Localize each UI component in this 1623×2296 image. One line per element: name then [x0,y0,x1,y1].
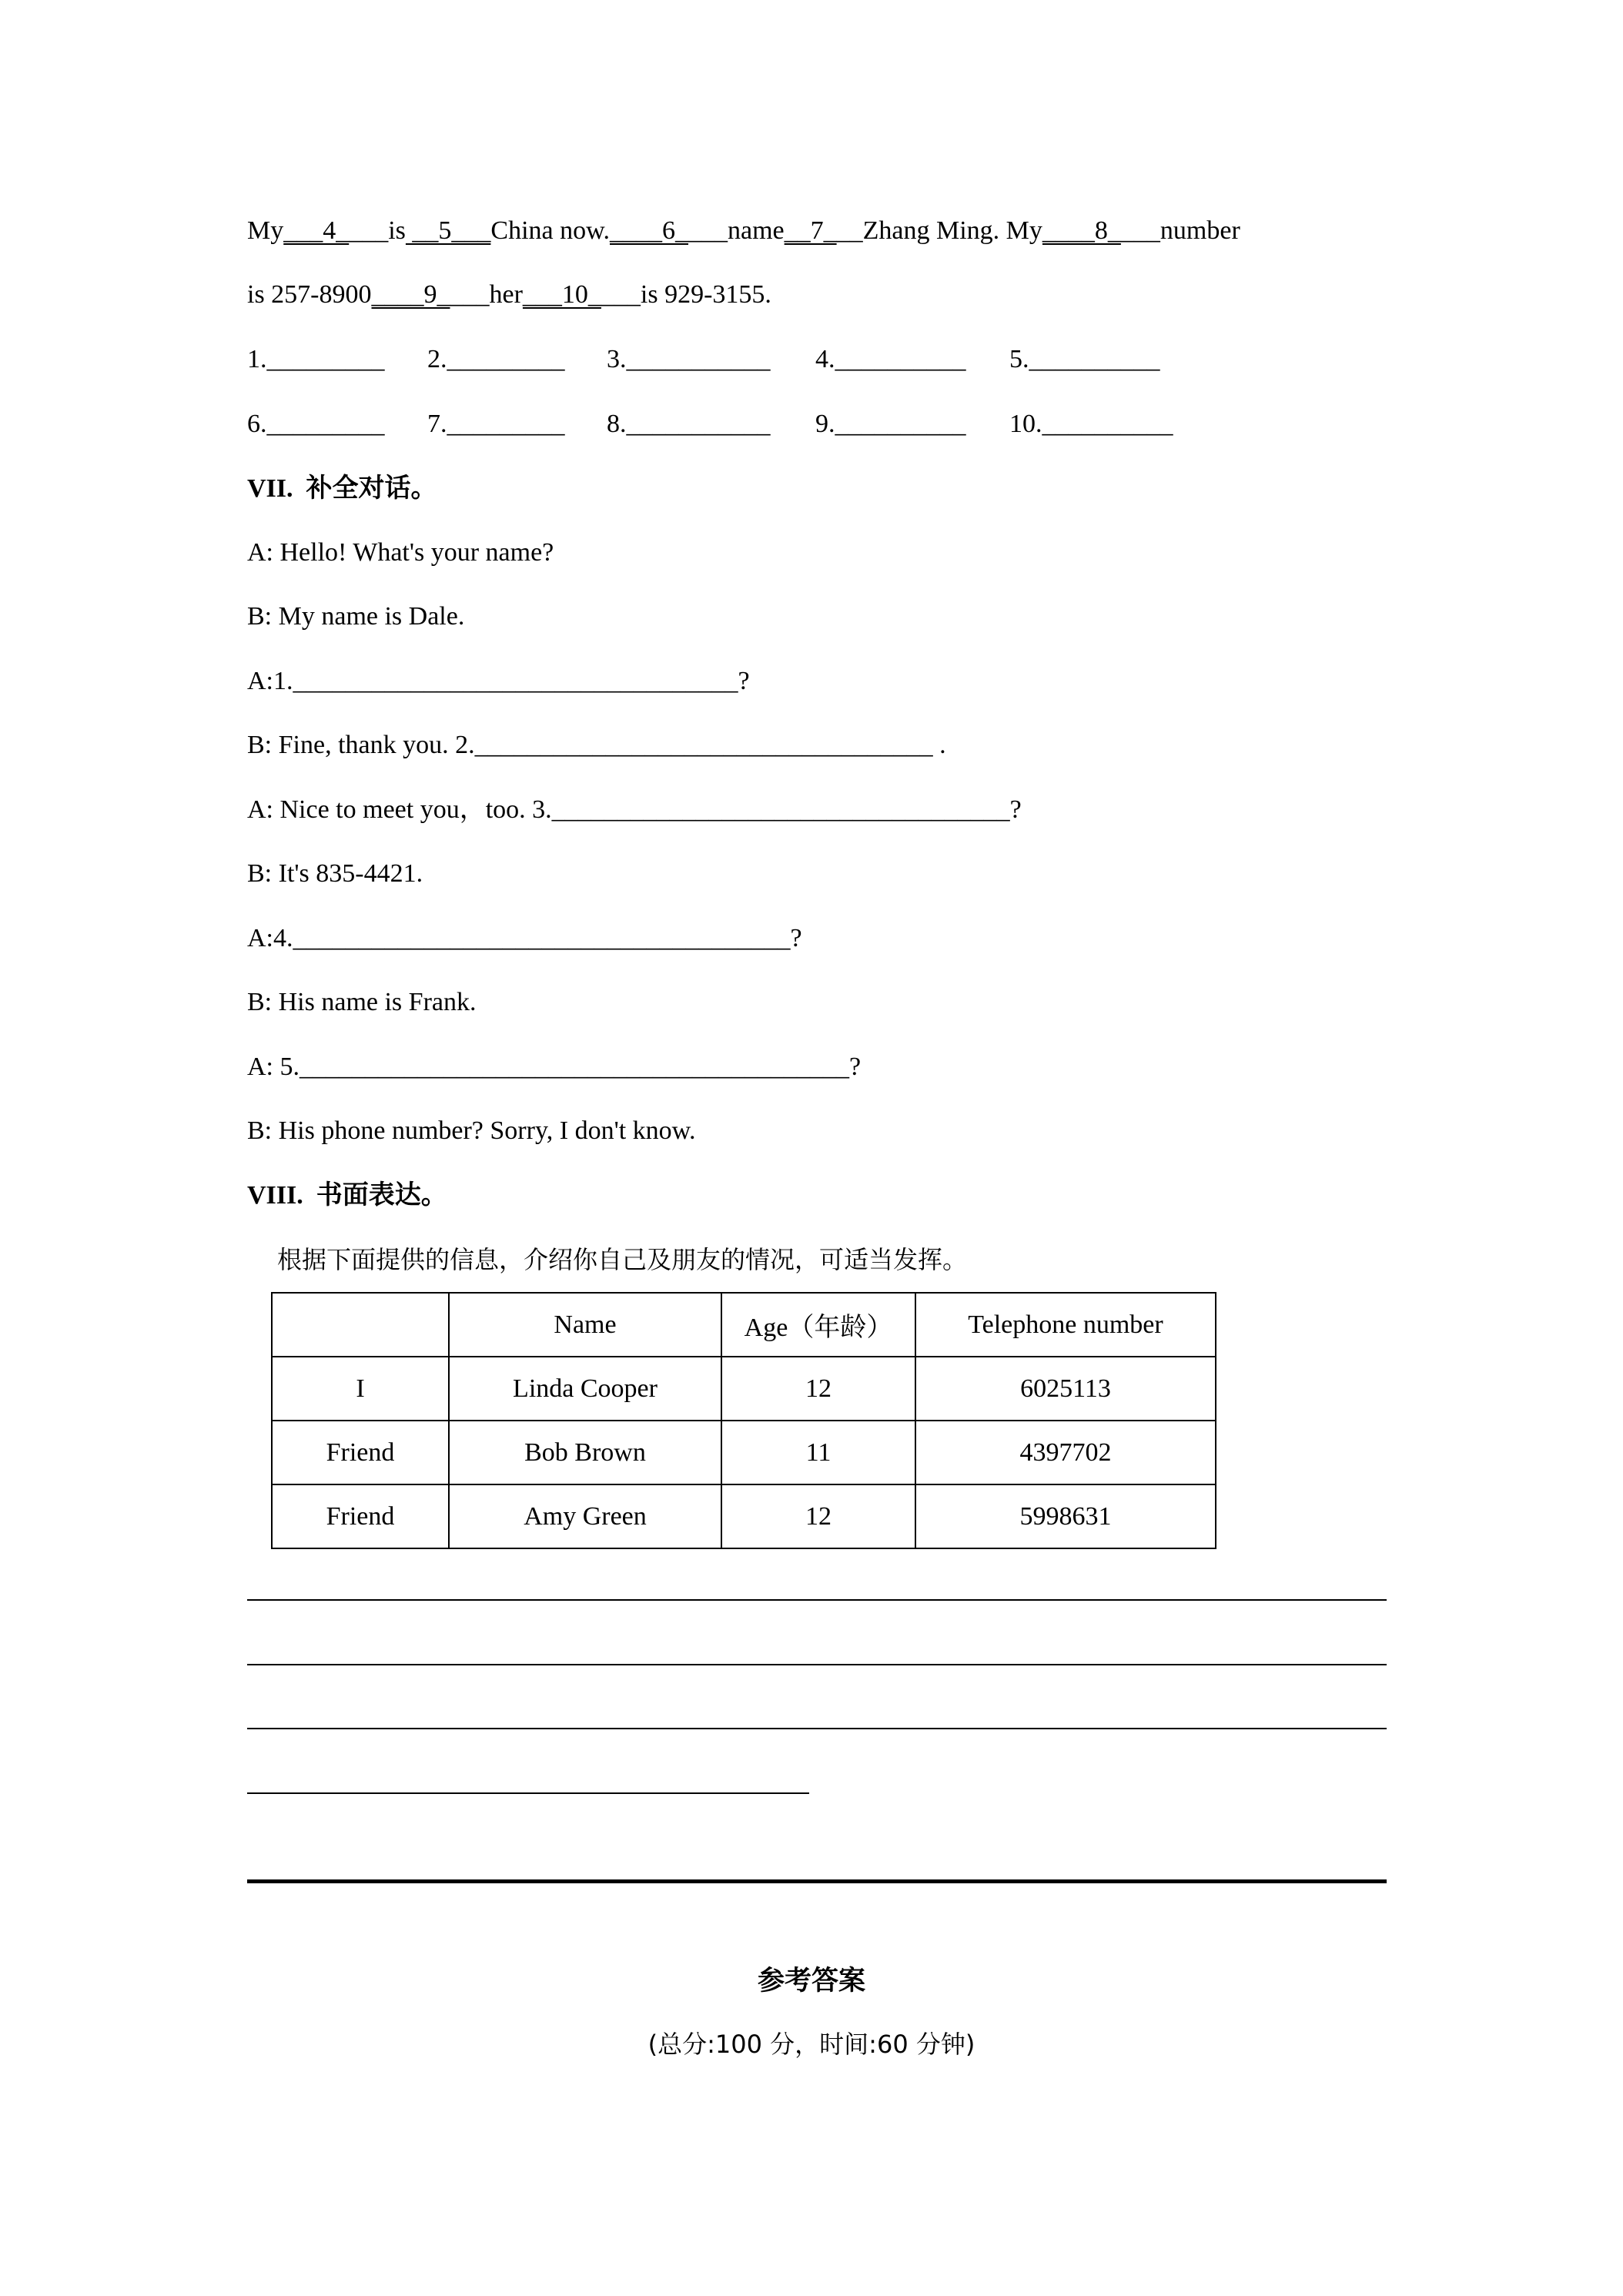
divider-rule [247,1879,1387,1883]
dialogue-line: B: It's 835-4421. [247,859,423,888]
table-cell: I [272,1357,449,1421]
answer-blank-5[interactable]: 5.__________ [1009,345,1160,373]
writing-line[interactable] [247,1728,1387,1729]
writing-line[interactable] [247,1792,809,1794]
table-row [272,1357,1216,1421]
answer-blank-2[interactable]: 2._________ [427,345,565,373]
answer-row-2 [247,407,1173,441]
section-7-heading [247,471,437,506]
blank-8: ____8_ [1042,216,1121,245]
table-cell: 12 [721,1484,915,1548]
writing-line[interactable] [247,1599,1387,1601]
answer-blank-3[interactable]: 3.___________ [607,345,771,373]
text: ___is 929-3155. [601,280,771,309]
text: ___name [688,216,785,245]
answer-blank-8[interactable]: 8.___________ [607,410,771,438]
text: __Zhang Ming. My [836,216,1042,245]
section-title: 补全对话。 [306,473,437,504]
blank-9: ____9_ [371,280,450,309]
dialogue-line[interactable]: A:1.__________________________________? [247,667,750,695]
text: China now. [490,216,610,245]
table-cell: Bob Brown [449,1421,721,1484]
table-cell: Friend [272,1421,449,1484]
blank-10: ___10_ [522,280,601,309]
table-row [272,1421,1216,1484]
table-header-cell: Name [449,1293,721,1357]
dialogue-line: B: My name is Dale. [247,602,465,631]
passage-line-2 [247,278,771,312]
section-number: VIII. [247,1181,303,1210]
blank-4: ___4_ [283,216,350,245]
blank-7: __7_ [784,216,837,245]
text: ___number [1120,216,1240,245]
table-header-cell: Age（年龄） [721,1293,915,1357]
answers-title: 参考答案 [757,1966,865,1996]
passage-line-1 [247,214,1240,248]
dialogue-line: B: His name is Frank. [247,988,477,1016]
table-header-cell [272,1293,449,1357]
answers-subtitle: (总分:100 分，时间:60 分钟) [648,2030,975,2059]
table-cell: 5998631 [915,1484,1216,1548]
table-cell: 4397702 [915,1421,1216,1484]
section-number: VII. [247,474,293,503]
answer-row-1 [247,343,1160,377]
text: ___is [349,216,406,245]
answer-blank-1[interactable]: 1._________ [247,345,385,373]
text: My [247,216,284,245]
table-header-cell: Telephone number [915,1293,1216,1357]
dialogue-line[interactable]: B: Fine, thank you. 2.___________________________________ . [247,731,946,759]
dialogue-line[interactable]: A: Nice to meet you，too. 3.___________________________________? [247,795,1022,824]
table-cell: 11 [721,1421,915,1484]
text: ___her [450,280,523,309]
dialogue-line[interactable]: A:4.______________________________________? [247,924,802,952]
table-cell: Friend [272,1484,449,1548]
answer-blank-9[interactable]: 9.__________ [815,410,966,438]
dialogue-line[interactable]: A: 5.__________________________________________? [247,1053,862,1081]
table-cell: 6025113 [915,1357,1216,1421]
answer-blank-10[interactable]: 10.__________ [1009,410,1173,438]
dialogue-line: A: Hello! What's your name? [247,538,554,567]
table-row [272,1484,1216,1548]
answer-blank-6[interactable]: 6._________ [247,410,385,438]
section-8-heading [247,1178,447,1213]
table-cell: Linda Cooper [449,1357,721,1421]
writing-line[interactable] [247,1664,1387,1665]
blank-5: __5___ [405,216,491,245]
answer-blank-4[interactable]: 4.__________ [815,345,966,373]
table-cell: 12 [721,1357,915,1421]
section-8-instruction: 根据下面提供的信息，介绍你自己及朋友的情况，可适当发挥。 [277,1245,968,1274]
table-header-row [272,1293,1216,1357]
answer-blank-7[interactable]: 7._________ [427,410,565,438]
dialogue-line: B: His phone number? Sorry, I don't know. [247,1116,696,1145]
table-cell: Amy Green [449,1484,721,1548]
blank-6: ____6_ [609,216,688,245]
info-table [271,1292,1216,1549]
text: is 257-8900 [247,280,372,309]
section-title: 书面表达。 [316,1180,447,1210]
